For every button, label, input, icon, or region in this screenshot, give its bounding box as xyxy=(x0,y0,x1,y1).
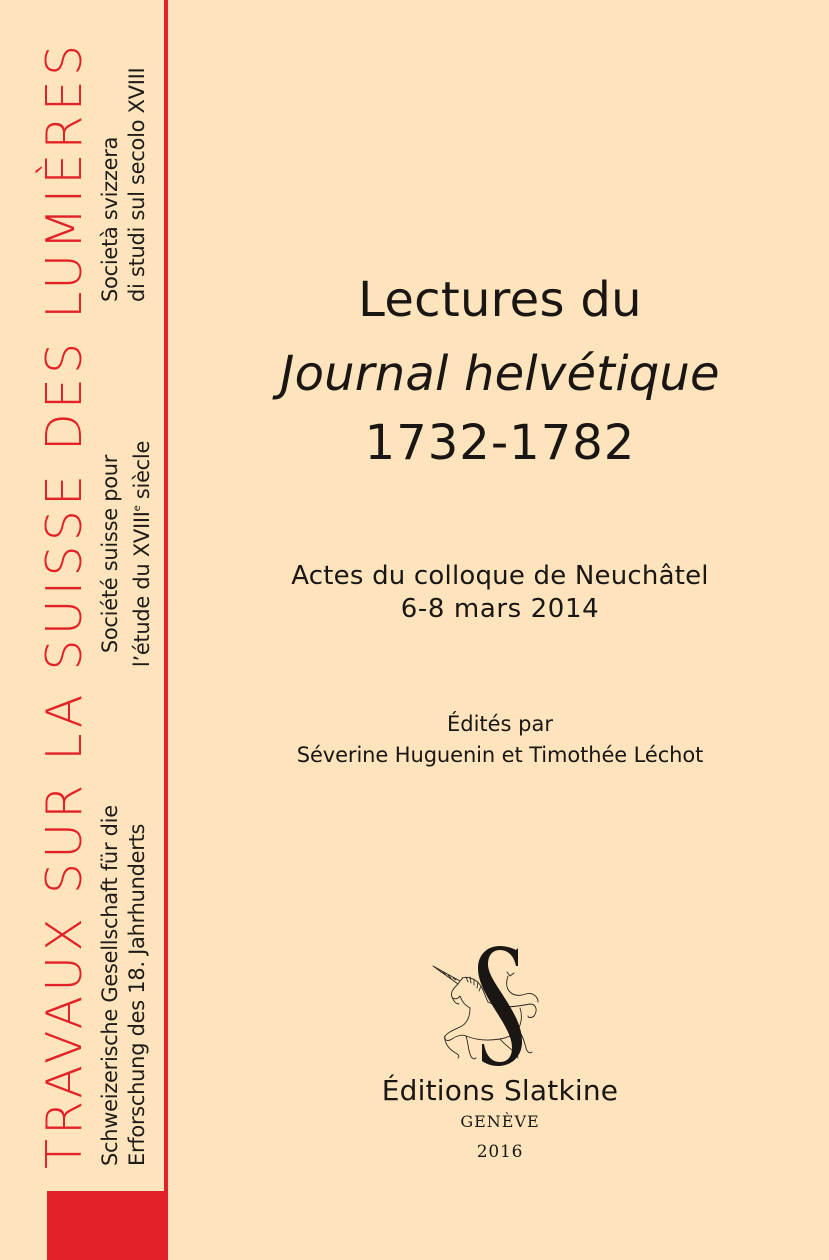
society-german-line-2: Erforschung des 18. Jahrhunderts xyxy=(125,823,149,1166)
book-title-journal-name: Journal helvétique xyxy=(280,346,720,402)
series-title: TRAVAUX SUR LA SUISSE DES LUMIÈRES xyxy=(36,40,93,1169)
society-name-italian xyxy=(97,58,151,302)
society-german-line-1: Schweizerische Gesellschaft für die xyxy=(98,805,122,1166)
society-name-french xyxy=(97,440,156,668)
superscript-e: e xyxy=(132,505,143,512)
publisher-name: Éditions Slatkine xyxy=(381,1074,619,1107)
slatkine-unicorn-s-logo-icon xyxy=(430,944,554,1068)
editors-label: Édités par xyxy=(446,712,554,736)
spine-red-rule xyxy=(164,0,168,1192)
editors-names: Séverine Huguenin et Timothée Léchot xyxy=(296,743,704,767)
society-french-line-1: Société suisse pour xyxy=(98,454,122,654)
society-french-line-2-tail: siècle xyxy=(130,440,154,506)
society-name-german xyxy=(97,805,151,1166)
society-italian-line-1: Società svizzera xyxy=(98,136,122,302)
book-title-years: 1732-1782 xyxy=(364,415,636,471)
society-french-line-2 xyxy=(124,440,156,668)
subtitle-dates: 6-8 mars 2014 xyxy=(400,594,600,624)
society-italian-line-2: di studi sul secolo XVIII xyxy=(125,67,149,302)
publication-year: 2016 xyxy=(476,1142,524,1162)
society-french-line-2-text: l’étude du XVIII xyxy=(130,511,154,668)
spine-red-block xyxy=(47,1191,168,1260)
publisher-city: GENÈVE xyxy=(460,1112,540,1131)
subtitle-proceedings: Actes du colloque de Neuchâtel xyxy=(291,561,709,591)
book-title-line-1: Lectures du xyxy=(358,272,642,328)
